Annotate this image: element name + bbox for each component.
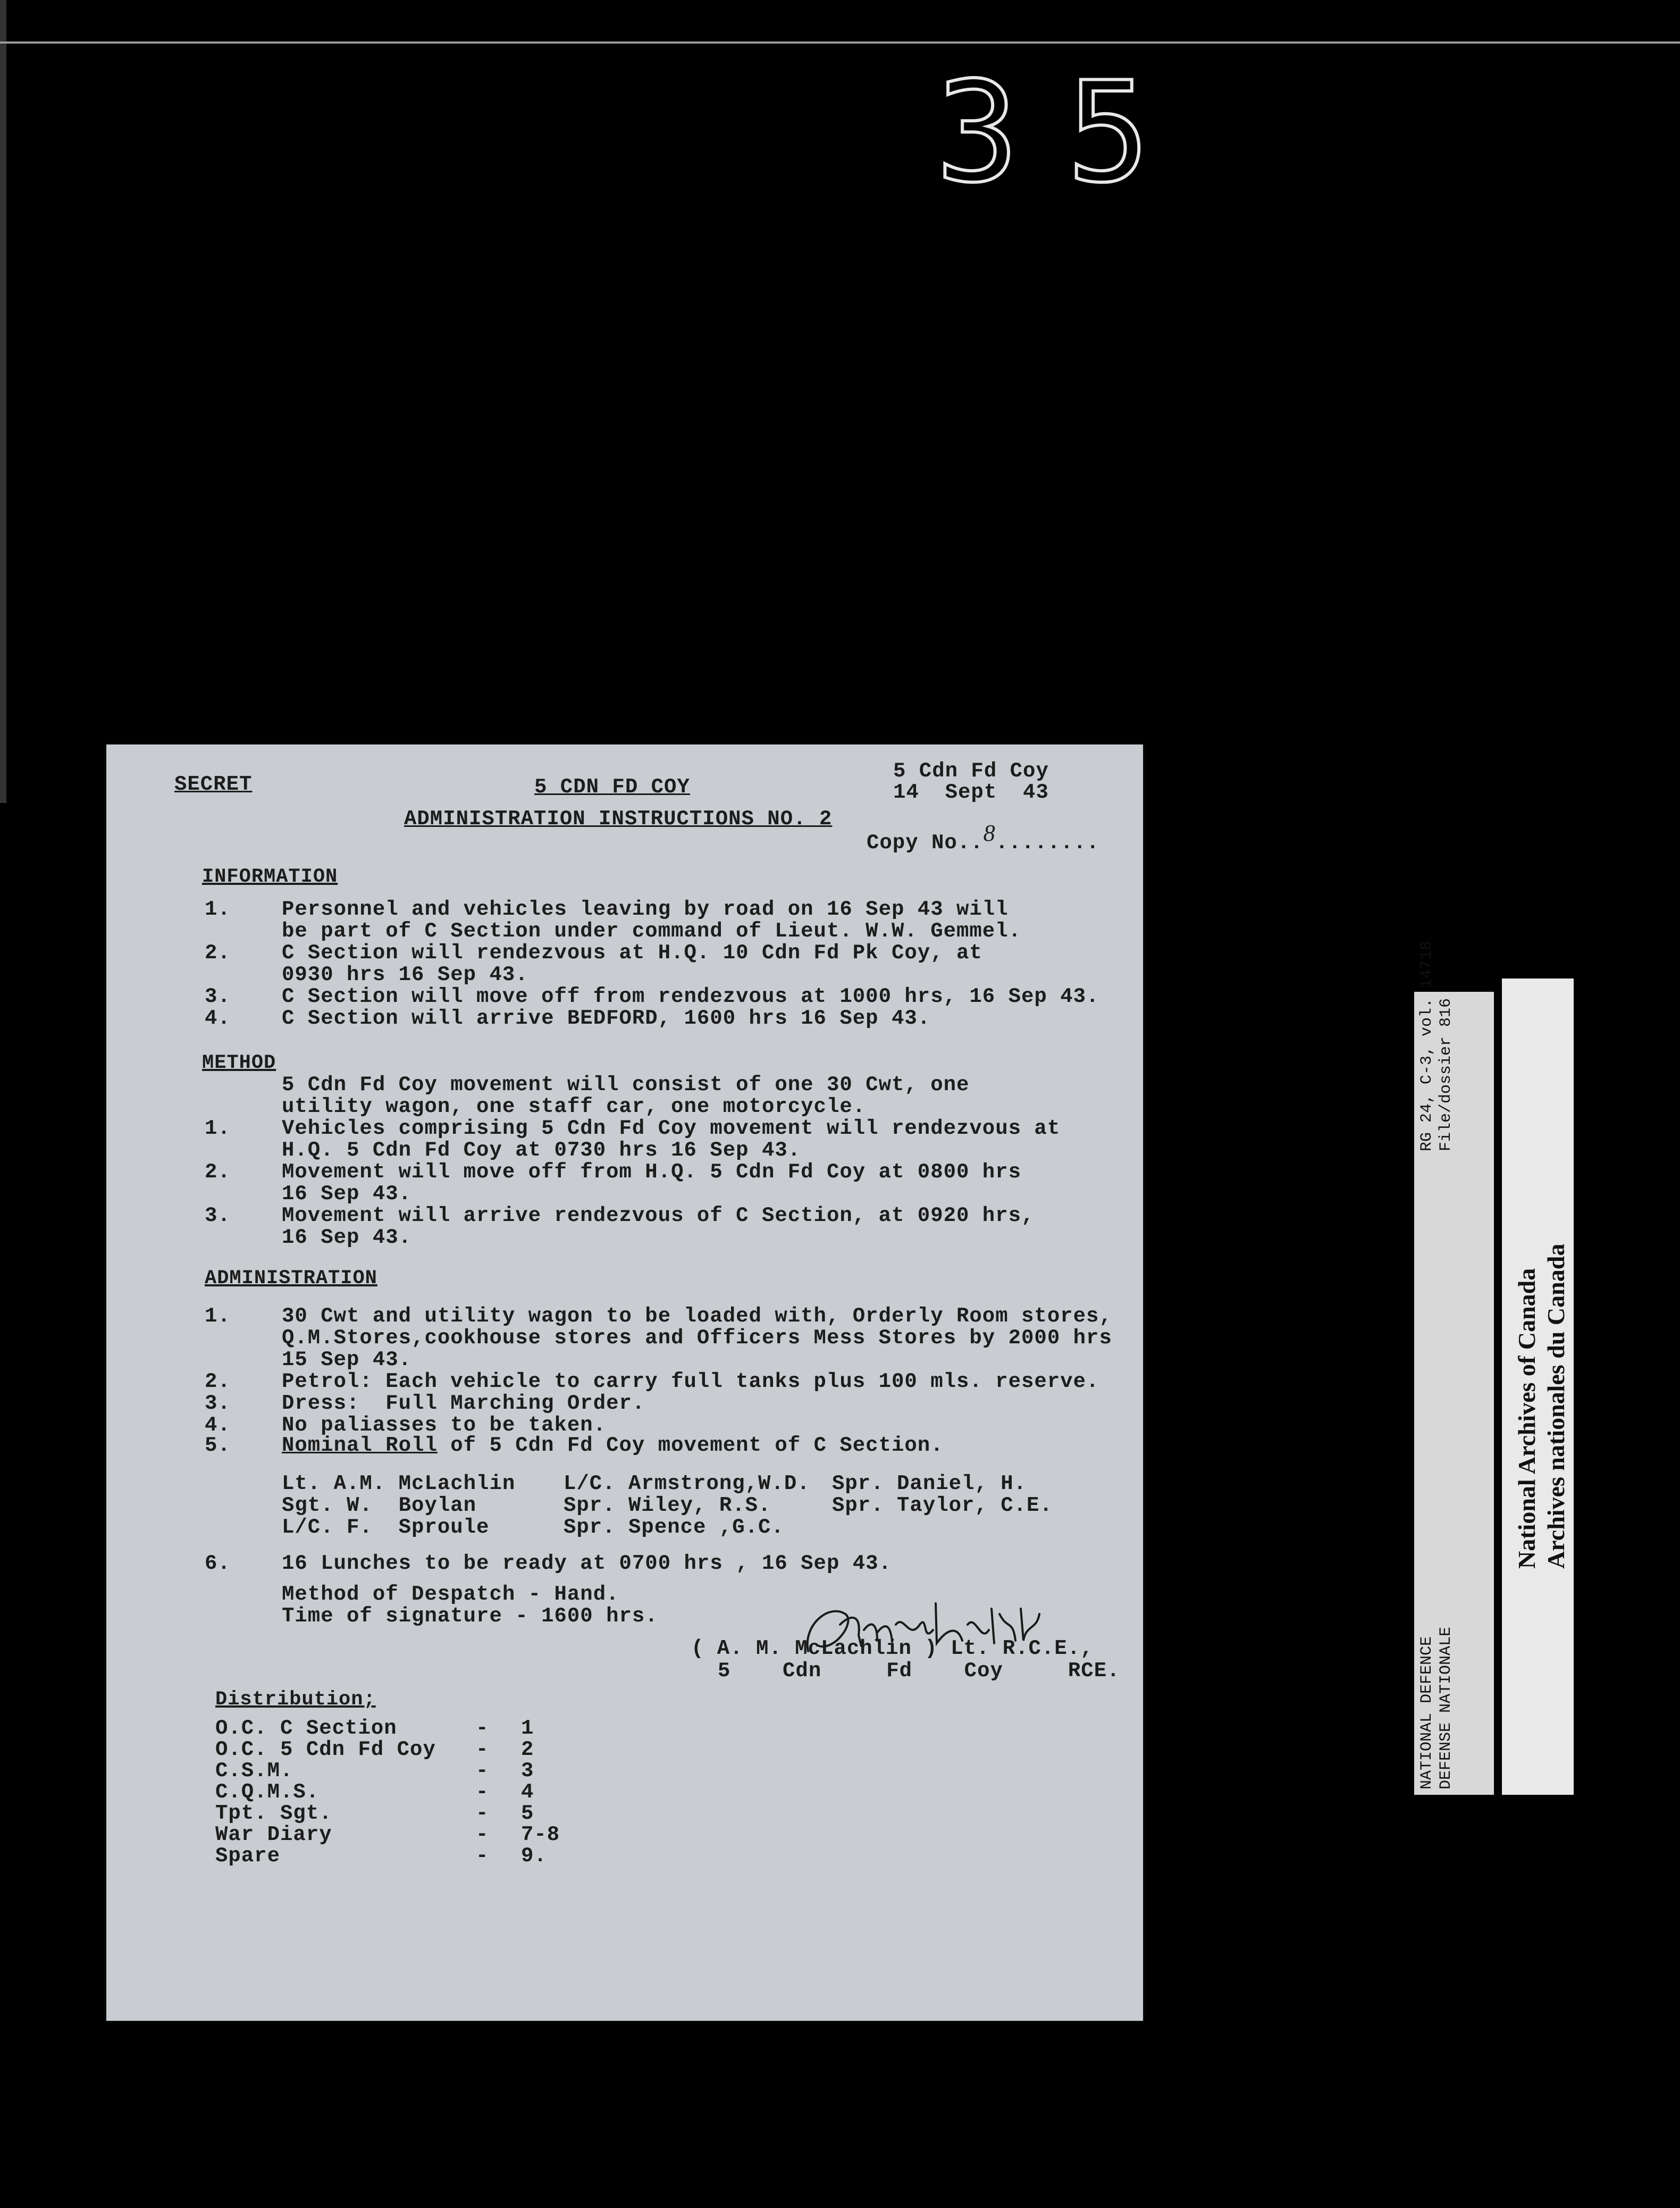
distribution-copies: 4 [521,1780,534,1804]
distribution-dash: - [476,1844,489,1868]
line-text: Vehicles comprising 5 Cdn Fd Coy movement will rendezvous at [282,1117,1061,1140]
document-page [106,745,1143,2021]
nominal-roll-entry: Spr. Taylor, C.E. [832,1494,1053,1517]
document-title: ADMINISTRATION INSTRUCTIONS NO. 2 [404,807,833,831]
line-text: Movement will move off from H.Q. 5 Cdn Fd Coy at 0800 hrs [282,1160,1022,1184]
distribution-copies: 2 [521,1738,534,1761]
distribution-recipient: O.C. C Section [215,1717,397,1740]
section-line [106,1183,1063,1205]
line-number: 1. [205,1117,231,1140]
section-line [106,1008,1063,1030]
admin-item-6: 16 Lunches to be ready at 0700 hrs , 16 Sep 43. [282,1552,892,1575]
unit-header: 5 CDN FD COY [534,775,690,799]
method-heading: METHOD [202,1052,276,1074]
section-line [106,1393,1063,1415]
line-text: No paliasses to be taken. [282,1414,607,1437]
line-text: 16 Sep 43. [282,1226,412,1249]
distribution-recipient: Tpt. Sgt. [215,1802,332,1825]
distribution-copies: 3 [521,1759,534,1783]
archive-reference-strip [1414,940,1494,1795]
distribution-recipient: Spare [215,1844,281,1868]
line-number: 4. [205,1007,231,1030]
distribution-dash: - [476,1780,489,1804]
administration-heading: ADMINISTRATION [205,1267,377,1290]
section-line [106,921,1063,942]
distribution-recipient: C.Q.M.S. [215,1780,320,1804]
copy-number-line [867,820,1099,855]
line-text: Dress: Full Marching Order. [282,1392,645,1415]
section-line [106,1074,1063,1096]
line-number: 1. [205,1304,231,1328]
distribution-copies: 5 [521,1802,534,1825]
distribution-copies: 9. [521,1844,547,1868]
origin-line-1: 5 Cdn Fd Coy [893,759,1049,783]
distribution-heading: Distribution; [215,1688,376,1711]
department-line-1: NATIONAL DEFENCE [1418,1636,1436,1789]
section-line [106,1349,1063,1371]
section-line [106,1326,1112,1350]
line-text: Q.M.Stores,cookhouse stores and Officers Mess Stores by 2000 hrs [282,1326,1112,1350]
line-text: 15 Sep 43. [282,1348,412,1371]
line-number: 3. [205,1392,231,1415]
line-text: Personnel and vehicles leaving by road on 16 Sep 43 will [282,898,1009,921]
nominal-roll-entry: Spr. Spence ,G.C. [564,1516,784,1539]
distribution-recipient: War Diary [215,1823,332,1846]
line-text: 30 Cwt and utility wagon to be loaded with, Orderly Room stores, [282,1304,1112,1328]
frame-number: 35 [936,53,1198,213]
section-line [106,942,1063,964]
section-line [106,1415,1063,1436]
line-text: Movement will arrive rendezvous of C Section, at 0920 hrs, [282,1204,1035,1227]
section-line [106,1118,1063,1140]
section-line [106,1304,1112,1328]
nominal-roll-label: Nominal Roll [282,1434,438,1457]
line-number: 2. [205,941,231,965]
signatory-unit: 5 Cdn Fd Coy RCE. [718,1659,1120,1683]
copy-label: Copy No.. [867,831,984,855]
distribution-recipient: O.C. 5 Cdn Fd Coy [215,1738,436,1761]
distribution-copies: 7-8 [521,1823,560,1846]
nominal-roll-entry: Lt. A.M. McLachlin [282,1472,516,1495]
label-divider [0,0,6,803]
signatory-name: ( A. M. McLachlin ) Lt. R.C.E., [691,1637,1094,1660]
origin-line-2: 14 Sept 43 [893,781,1049,804]
line-text: 0930 hrs 16 Sep 43. [282,963,528,986]
section-line [106,964,1063,986]
archive-name-fr: Archives nationales du Canada [1542,1243,1569,1569]
admin-item-5-number: 5. [205,1434,231,1457]
nominal-roll-entry: L/C. F. Sproule [282,1516,490,1539]
distribution-dash: - [476,1759,489,1783]
top-divider-line [0,41,1680,44]
section-line [106,1370,1099,1393]
line-number: 4. [205,1414,231,1437]
line-text: be part of C Section under command of Lieut. W.W. Gemmel. [282,919,1022,943]
admin-item-6-number: 6. [205,1552,231,1575]
line-number: 3. [205,985,231,1008]
section-line [106,1161,1063,1183]
section-line [106,1227,1063,1249]
archive-name-strip [1502,978,1574,1795]
line-text: C Section will rendezvous at H.Q. 10 Cdn Fd Pk Coy, at [282,941,982,965]
line-number: 1. [205,898,231,921]
section-line [106,985,1099,1008]
line-text: C Section will arrive BEDFORD, 1600 hrs 16 Sep 43. [282,1007,931,1030]
distribution-dash: - [476,1823,489,1846]
archive-reference-line-1: RG 24, C-3, vol. 14718 [1418,940,1436,1151]
archive-name-en: National Archives of Canada [1513,1268,1540,1569]
distribution-dash: - [476,1802,489,1825]
line-number: 2. [205,1160,231,1184]
copy-dots: ........ [995,831,1099,855]
line-text: 16 Sep 43. [282,1182,412,1206]
line-text: H.Q. 5 Cdn Fd Coy at 0730 hrs 16 Sep 43. [282,1139,801,1162]
nominal-roll-text: of 5 Cdn Fd Coy movement of C Section. [437,1434,944,1457]
despatch-method: Method of Despatch - Hand. [282,1583,619,1606]
line-number: 2. [205,1370,231,1393]
line-text: utility wagon, one staff car, one motorcycle. [282,1095,866,1118]
classification-label: SECRET [174,773,253,796]
archive-reference-line-2: File/dossier 816 [1437,998,1455,1151]
line-text: Petrol: Each vehicle to carry full tanks plus 100 mls. reserve. [282,1370,1099,1393]
section-line [106,1140,1063,1161]
line-number: 3. [205,1204,231,1227]
department-line-2: DEFENSE NATIONALE [1437,1626,1455,1789]
nominal-roll-entry: Spr. Wiley, R.S. [564,1494,771,1517]
distribution-dash: - [476,1717,489,1740]
section-line [106,1205,1063,1227]
section-line [106,1096,1063,1118]
admin-item-5 [282,1435,944,1457]
section-line [106,899,1063,921]
nominal-roll-entry: L/C. Armstrong,W.D. [564,1472,810,1495]
line-text: C Section will move off from rendezvous at 1000 hrs, 16 Sep 43. [282,985,1099,1008]
information-heading: INFORMATION [202,866,338,888]
distribution-recipient: C.S.M. [215,1759,293,1783]
nominal-roll-entry: Spr. Daniel, H. [832,1472,1027,1495]
line-text: 5 Cdn Fd Coy movement will consist of one 30 Cwt, one [282,1073,970,1097]
distribution-dash: - [476,1738,489,1761]
copy-number: 8 [983,820,996,846]
distribution-copies: 1 [521,1717,534,1740]
nominal-roll-entry: Sgt. W. Boylan [282,1494,477,1517]
signature-time: Time of signature - 1600 hrs. [282,1604,658,1628]
